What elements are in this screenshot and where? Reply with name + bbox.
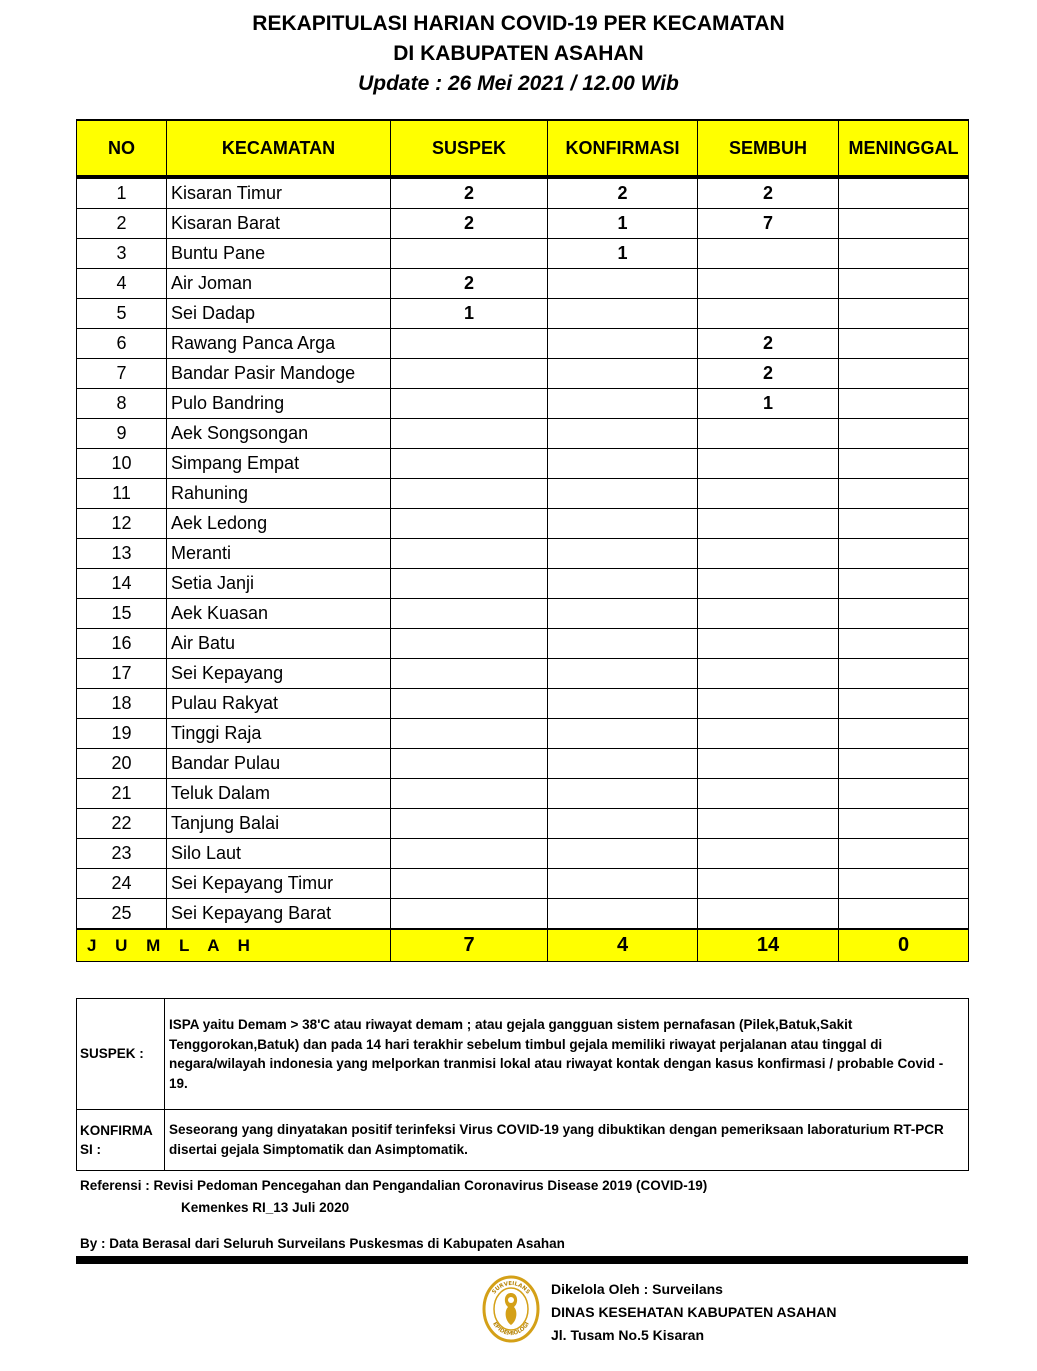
surveilans-epidemiologi-logo [482, 1273, 540, 1343]
row-number: 7 [77, 359, 167, 389]
konfirmasi-count [548, 779, 698, 809]
konfirmasi-count [548, 869, 698, 899]
table-row [77, 299, 969, 329]
kecamatan-name: Simpang Empat [167, 449, 391, 479]
suspek-count [391, 239, 548, 269]
konfirmasi-count [548, 269, 698, 299]
sembuh-count [698, 269, 839, 299]
sembuh-count: 2 [698, 177, 839, 209]
total-row [77, 929, 969, 962]
definition-konfirmasi-text: Seseorang yang dinyatakan positif terinfeksi Virus COVID-19 yang dibuktikan dengan pemeriksaan laboraturium RT-PCR disertai gejala Simptomatik dan Asimptomatik. [165, 1110, 969, 1171]
konfirmasi-count: 2 [548, 177, 698, 209]
definition-suspek-label: SUSPEK : [77, 999, 165, 1110]
meninggal-count [839, 839, 969, 869]
kecamatan-name: Teluk Dalam [167, 779, 391, 809]
table-row [77, 779, 969, 809]
suspek-count [391, 599, 548, 629]
row-number: 3 [77, 239, 167, 269]
definition-konfirmasi-label: KONFIRMA SI : [77, 1110, 165, 1171]
table-row [77, 209, 969, 239]
row-number: 4 [77, 269, 167, 299]
kecamatan-name: Setia Janji [167, 569, 391, 599]
column-header-sembuh: SEMBUH [698, 120, 839, 177]
table-row [77, 809, 969, 839]
footer-divider [76, 1256, 968, 1264]
column-header-kecamatan: KECAMATAN [167, 120, 391, 177]
suspek-count: 2 [391, 269, 548, 299]
konfirmasi-count [548, 629, 698, 659]
sembuh-count [698, 659, 839, 689]
sembuh-count [698, 569, 839, 599]
suspek-count: 1 [391, 299, 548, 329]
kecamatan-name: Pulau Rakyat [167, 689, 391, 719]
sembuh-count: 7 [698, 209, 839, 239]
meninggal-count [839, 599, 969, 629]
kecamatan-name: Kisaran Barat [167, 209, 391, 239]
konfirmasi-count [548, 389, 698, 419]
column-header-suspek: SUSPEK [391, 120, 548, 177]
konfirmasi-count [548, 839, 698, 869]
kecamatan-name: Rawang Panca Arga [167, 329, 391, 359]
row-number: 5 [77, 299, 167, 329]
konfirmasi-count [548, 689, 698, 719]
meninggal-count [839, 299, 969, 329]
sembuh-count [698, 899, 839, 930]
table-row [77, 659, 969, 689]
kecamatan-name: Aek Kuasan [167, 599, 391, 629]
konfirmasi-count [548, 419, 698, 449]
document-title: REKAPITULASI HARIAN COVID-19 PER KECAMATAN [252, 12, 785, 35]
suspek-count [391, 389, 548, 419]
suspek-count [391, 749, 548, 779]
sembuh-count [698, 239, 839, 269]
row-number: 2 [77, 209, 167, 239]
kecamatan-name: Bandar Pasir Mandoge [167, 359, 391, 389]
row-number: 16 [77, 629, 167, 659]
covid-recap-table [76, 119, 969, 962]
sembuh-count [698, 419, 839, 449]
sembuh-count [698, 869, 839, 899]
row-number: 10 [77, 449, 167, 479]
suspek-count: 2 [391, 177, 548, 209]
row-number: 8 [77, 389, 167, 419]
row-number: 18 [77, 689, 167, 719]
row-number: 12 [77, 509, 167, 539]
total-suspek: 7 [391, 929, 548, 962]
suspek-count: 2 [391, 209, 548, 239]
kecamatan-name: Buntu Pane [167, 239, 391, 269]
total-sembuh: 14 [698, 929, 839, 962]
konfirmasi-count [548, 569, 698, 599]
suspek-count [391, 359, 548, 389]
data-source-note: By : Data Berasal dari Seluruh Surveilans Puskesmas di Kabupaten Asahan [80, 1236, 565, 1251]
meninggal-count [839, 569, 969, 599]
table-row [77, 749, 969, 779]
row-number: 9 [77, 419, 167, 449]
sembuh-count [698, 719, 839, 749]
meninggal-count [839, 177, 969, 209]
logo-text-top: SURVEILANS [491, 1280, 531, 1296]
meninggal-count [839, 239, 969, 269]
kecamatan-name: Silo Laut [167, 839, 391, 869]
row-number: 15 [77, 599, 167, 629]
sembuh-count [698, 839, 839, 869]
reference-source: Kemenkes RI_13 Juli 2020 [181, 1200, 350, 1215]
meninggal-count [839, 509, 969, 539]
meninggal-count [839, 359, 969, 389]
kecamatan-name: Aek Songsongan [167, 419, 391, 449]
sembuh-count [698, 299, 839, 329]
suspek-count [391, 779, 548, 809]
suspek-count [391, 449, 548, 479]
konfirmasi-count [548, 449, 698, 479]
konfirmasi-count [548, 359, 698, 389]
sembuh-count [698, 599, 839, 629]
table-body [77, 177, 969, 929]
table-row [77, 177, 969, 209]
kecamatan-name: Meranti [167, 539, 391, 569]
konfirmasi-count [548, 899, 698, 930]
suspek-count [391, 629, 548, 659]
table-row [77, 629, 969, 659]
column-header-konfirmasi: KONFIRMASI [548, 120, 698, 177]
column-header-no: NO [77, 120, 167, 177]
konfirmasi-count [548, 659, 698, 689]
table-row [77, 479, 969, 509]
row-number: 24 [77, 869, 167, 899]
meninggal-count [839, 689, 969, 719]
meninggal-count [839, 719, 969, 749]
meninggal-count [839, 419, 969, 449]
suspek-count [391, 659, 548, 689]
suspek-count [391, 509, 548, 539]
kecamatan-name: Tanjung Balai [167, 809, 391, 839]
kecamatan-name: Air Joman [167, 269, 391, 299]
sembuh-count [698, 779, 839, 809]
row-number: 11 [77, 479, 167, 509]
table-row [77, 359, 969, 389]
total-konfirmasi: 4 [548, 929, 698, 962]
organization-address: Jl. Tusam No.5 Kisaran [551, 1327, 705, 1343]
table-row [77, 449, 969, 479]
kecamatan-name: Sei Kepayang Barat [167, 899, 391, 930]
konfirmasi-count [548, 719, 698, 749]
managed-by-label: Dikelola Oleh : Surveilans [551, 1281, 723, 1297]
table-row [77, 509, 969, 539]
meninggal-count [839, 539, 969, 569]
konfirmasi-count [548, 749, 698, 779]
column-header-meninggal: MENINGGAL [839, 120, 969, 177]
sembuh-count: 1 [698, 389, 839, 419]
sembuh-count [698, 809, 839, 839]
suspek-count [391, 839, 548, 869]
suspek-count [391, 329, 548, 359]
row-number: 1 [77, 177, 167, 209]
table-header-row [77, 120, 969, 177]
sembuh-count: 2 [698, 359, 839, 389]
sembuh-count [698, 629, 839, 659]
kecamatan-name: Pulo Bandring [167, 389, 391, 419]
konfirmasi-count [548, 479, 698, 509]
kecamatan-name: Sei Kepayang [167, 659, 391, 689]
sembuh-count [698, 479, 839, 509]
sembuh-count [698, 539, 839, 569]
row-number: 14 [77, 569, 167, 599]
table-row [77, 269, 969, 299]
table-row [77, 599, 969, 629]
meninggal-count [839, 659, 969, 689]
row-number: 25 [77, 899, 167, 930]
table-row [77, 419, 969, 449]
table-row [77, 239, 969, 269]
konfirmasi-count [548, 299, 698, 329]
row-number: 17 [77, 659, 167, 689]
meninggal-count [839, 629, 969, 659]
meninggal-count [839, 869, 969, 899]
row-number: 19 [77, 719, 167, 749]
konfirmasi-count: 1 [548, 239, 698, 269]
definition-suspek-text: ISPA yaitu Demam > 38'C atau riwayat demam ; atau gejala gangguan sistem pernafasan (Pilek,Batuk,Sakit Tenggorokan,Batuk) dan pada 14 hari terakhir sebelum timbul gejala memiliki riwayat perjalanan atau tinggal di negara/wilayah indonesia yang melporkan tranmisi lokal atau riwayat kontak dengan kasus konfirmasi / probable Covid - 19. [165, 999, 969, 1110]
kecamatan-name: Sei Kepayang Timur [167, 869, 391, 899]
update-timestamp: Update : 26 Mei 2021 / 12.00 Wib [358, 72, 679, 95]
meninggal-count [839, 329, 969, 359]
kecamatan-name: Sei Dadap [167, 299, 391, 329]
suspek-count [391, 899, 548, 930]
suspek-count [391, 869, 548, 899]
meninggal-count [839, 779, 969, 809]
kecamatan-name: Tinggi Raja [167, 719, 391, 749]
total-meninggal: 0 [839, 929, 969, 962]
sembuh-count [698, 689, 839, 719]
definition-suspek-row [77, 999, 969, 1110]
meninggal-count [839, 389, 969, 419]
kecamatan-name: Air Batu [167, 629, 391, 659]
definitions-table [76, 998, 969, 1171]
suspek-count [391, 419, 548, 449]
kecamatan-name: Kisaran Timur [167, 177, 391, 209]
sembuh-count: 2 [698, 329, 839, 359]
meninggal-count [839, 209, 969, 239]
organization-name: DINAS KESEHATAN KABUPATEN ASAHAN [551, 1304, 837, 1320]
kecamatan-name: Rahuning [167, 479, 391, 509]
reference-line: Referensi : Revisi Pedoman Pencegahan dan Pengandalian Coronavirus Disease 2019 (COVID-19) [80, 1178, 708, 1193]
row-number: 23 [77, 839, 167, 869]
row-number: 22 [77, 809, 167, 839]
table-row [77, 539, 969, 569]
kecamatan-name: Bandar Pulau [167, 749, 391, 779]
konfirmasi-count [548, 329, 698, 359]
suspek-count [391, 689, 548, 719]
sembuh-count [698, 749, 839, 779]
konfirmasi-count [548, 599, 698, 629]
suspek-count [391, 539, 548, 569]
meninggal-count [839, 749, 969, 779]
konfirmasi-count: 1 [548, 209, 698, 239]
kecamatan-name: Aek Ledong [167, 509, 391, 539]
meninggal-count [839, 809, 969, 839]
table-row [77, 899, 969, 930]
logo-text-bottom: EPIDEMIOLOGI [491, 1321, 531, 1338]
suspek-count [391, 479, 548, 509]
table-row [77, 869, 969, 899]
table-row [77, 329, 969, 359]
table-row [77, 689, 969, 719]
meninggal-count [839, 449, 969, 479]
table-row [77, 569, 969, 599]
row-number: 20 [77, 749, 167, 779]
meninggal-count [839, 479, 969, 509]
sembuh-count [698, 449, 839, 479]
row-number: 6 [77, 329, 167, 359]
meninggal-count [839, 899, 969, 930]
meninggal-count [839, 269, 969, 299]
row-number: 13 [77, 539, 167, 569]
total-label: J U M L A H [77, 929, 391, 962]
table-row [77, 839, 969, 869]
suspek-count [391, 719, 548, 749]
konfirmasi-count [548, 809, 698, 839]
table-row [77, 389, 969, 419]
suspek-count [391, 569, 548, 599]
konfirmasi-count [548, 539, 698, 569]
row-number: 21 [77, 779, 167, 809]
definition-konfirmasi-row [77, 1110, 969, 1171]
suspek-count [391, 809, 548, 839]
document-subtitle: DI KABUPATEN ASAHAN [393, 42, 644, 65]
konfirmasi-count [548, 509, 698, 539]
table-row [77, 719, 969, 749]
sembuh-count [698, 509, 839, 539]
